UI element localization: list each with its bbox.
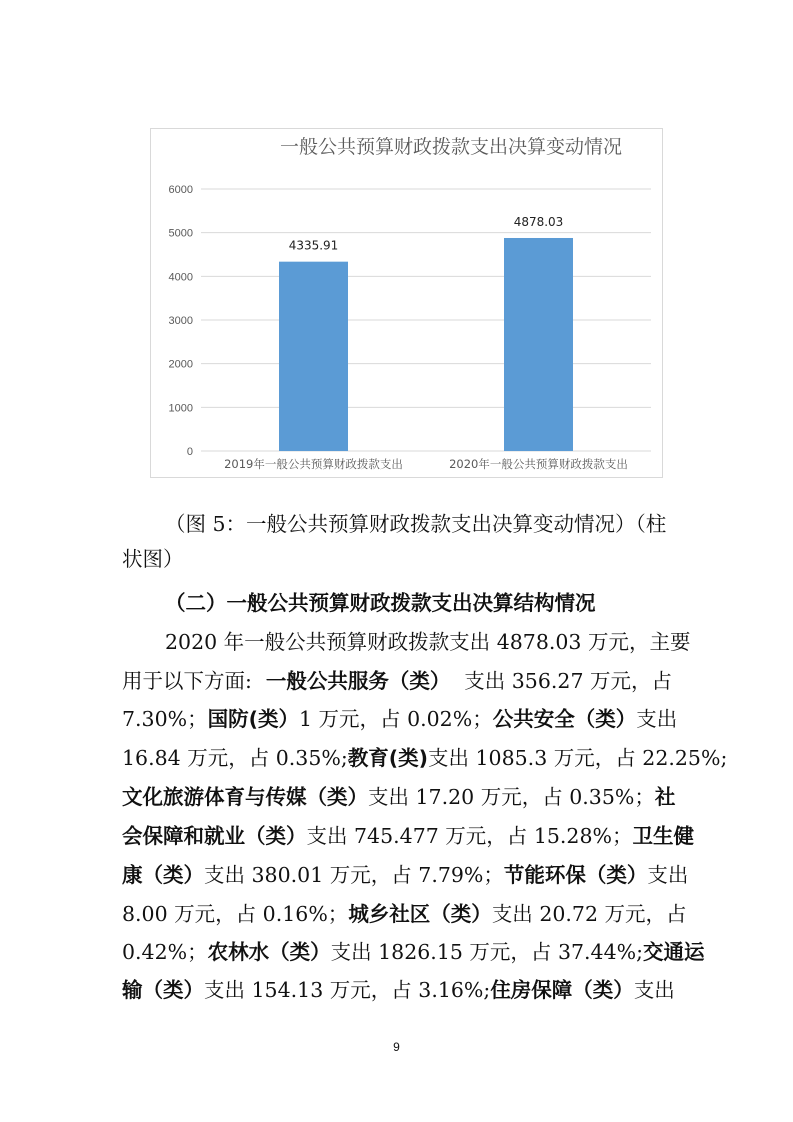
data-label: 4878.03 [513, 214, 564, 229]
text-segment: 支出 20.72 万元，占 [491, 902, 687, 926]
bold-term: 文化旅游体育与传媒（类） [122, 785, 368, 809]
bold-term: 公共安全（类） [492, 707, 637, 731]
text-segment: 0.42%； [122, 940, 208, 964]
text-segment: 16.84 万元，占 0.35%; [122, 746, 348, 770]
bold-term: 节能环保（类） [503, 863, 648, 887]
bold-term: 一般公共服务（类） [265, 669, 451, 693]
y-tick-label: 5000 [168, 227, 193, 240]
x-tick-label: 2020年一般公共预算财政拨款支出 [449, 457, 628, 471]
bold-term: 社 [654, 785, 676, 809]
y-tick-label: 0 [186, 446, 193, 458]
text-segment: 支出 [633, 978, 675, 1002]
text-segment: 支出 [647, 863, 689, 887]
paragraph-line [122, 669, 672, 693]
text-segment: 支出 [636, 707, 678, 731]
text-segment: （图 5：一般公共预算财政拨款支出决算变动情况）（柱 [165, 512, 667, 536]
bold-term: 住房保障（类） [490, 978, 634, 1002]
y-tick-label: 4000 [168, 271, 193, 284]
page-number: 9 [393, 1040, 400, 1054]
bold-term: 输（类） [122, 978, 204, 1002]
bold-term: 农林水（类） [207, 940, 331, 964]
bold-term: 城乡社区（类） [348, 902, 492, 926]
y-tick-label: 1000 [168, 402, 193, 415]
paragraph-line [122, 902, 687, 926]
text-segment: 支出 1826.15 万元，占 37.44%; [330, 940, 644, 964]
y-tick-label: 2000 [168, 358, 193, 371]
text-segment: 用于以下方面: [122, 669, 252, 693]
text-segment: 支出 154.13 万元，占 3.16%; [204, 978, 491, 1002]
text-segment: 支出 356.27 万元，占 [464, 669, 672, 693]
y-tick-label: 3000 [168, 315, 193, 327]
paragraph-line [122, 940, 705, 964]
chart-canvas [151, 129, 662, 477]
section-heading [165, 591, 715, 615]
text-segment: 支出 380.01 万元，占 7.79%； [204, 863, 504, 887]
text-segment: 7.30%； [122, 707, 208, 731]
x-tick-label: 2019年一般公共预算财政拨款支出 [224, 457, 403, 471]
paragraph-line [122, 785, 676, 809]
text-segment: 支出 1085.3 万元，占 22.25%; [428, 746, 728, 770]
text-segment: 8.00 万元，占 0.16%； [122, 902, 349, 926]
data-label: 4335.91 [288, 238, 339, 253]
bold-term: 康（类） [122, 863, 204, 887]
paragraph-line [122, 746, 728, 770]
paragraph-line [165, 630, 691, 654]
text-segment: 2020 年一般公共预算财政拨款支出 4878.03 万元，主要 [165, 630, 691, 654]
figure-caption-line [165, 512, 672, 536]
text-segment: 状图） [122, 547, 184, 571]
paragraph-line [122, 824, 694, 848]
figure-caption-line [122, 547, 672, 571]
text-segment: 支出 17.20 万元，占 0.35%； [368, 785, 655, 809]
bar-chart [150, 128, 663, 478]
bold-term: 国防(类） [207, 707, 299, 731]
y-tick-label: 6000 [168, 184, 193, 196]
chart-title: 一般公共预算财政拨款支出决算变动情况 [279, 136, 623, 158]
bold-term: 卫生健 [632, 824, 694, 848]
text-segment: 支出 745.477 万元，占 15.28%； [306, 824, 633, 848]
paragraph-line [122, 978, 675, 1002]
bold-term: （二）一般公共预算财政拨款支出决算结构情况 [165, 591, 596, 615]
bold-term: 会保障和就业（类） [122, 824, 307, 848]
bold-term: 教育(类) [347, 746, 428, 770]
paragraph-line [122, 863, 689, 887]
paragraph-line [122, 707, 678, 731]
bold-term: 交通运 [643, 940, 705, 964]
text-segment: 1 万元，占 0.02%； [299, 707, 493, 731]
bar [279, 262, 348, 451]
bar [504, 238, 573, 451]
